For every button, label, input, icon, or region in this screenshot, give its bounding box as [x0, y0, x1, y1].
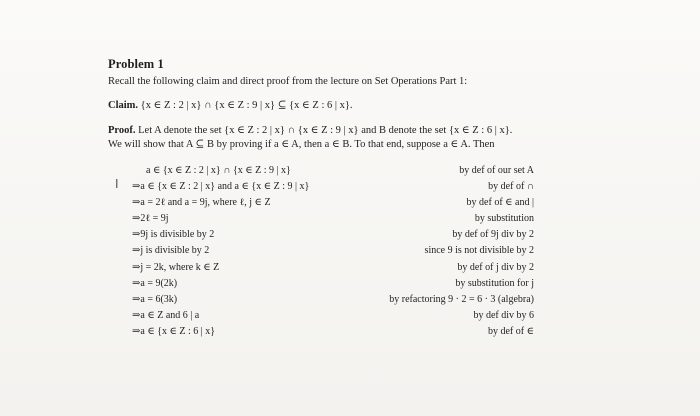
step-justification: by substitution for j	[455, 277, 534, 289]
proof-step	[132, 292, 534, 308]
claim-label: Claim.	[108, 100, 139, 111]
proof-step	[132, 211, 534, 227]
step-expression: ⇒9j is divisible by 2	[132, 229, 215, 241]
step-expression: ⇒a ∈ {x ∈ Z : 2 | x} and a ∈ {x ∈ Z : 9 | x}	[132, 181, 310, 193]
step-justification: by substitution	[474, 213, 534, 225]
proof-step	[132, 308, 534, 324]
proof-step	[132, 243, 534, 259]
proof-step	[132, 179, 534, 195]
proof-step	[132, 276, 534, 292]
step-expression: a ∈ {x ∈ Z : 2 | x} ∩ {x ∈ Z : 9 | x}	[146, 165, 291, 176]
proof-steps	[132, 163, 534, 340]
proof-step	[132, 195, 534, 211]
step-justification: by def of ∈	[487, 325, 534, 337]
step-expression: ⇒j is divisible by 2	[132, 245, 210, 257]
proof-step	[132, 260, 534, 276]
step-justification: by refactoring 9 · 2 = 6 · 3 (algebra)	[389, 293, 534, 305]
step-expression: ⇒a ∈ {x ∈ Z : 6 | x}	[132, 325, 216, 337]
step-expression: ⇒a = 9(2k)	[132, 277, 178, 289]
step-justification: by def of ∩	[488, 181, 534, 193]
step-justification: by def div by 6	[473, 309, 534, 321]
problem-title: Problem 1	[108, 57, 164, 71]
proof-step	[132, 227, 534, 243]
step-expression: ⇒a = 6(3k)	[132, 293, 178, 305]
text-cursor-icon: I	[115, 177, 119, 191]
step-justification: by def of 9j div by 2	[452, 229, 534, 241]
claim-text: {x ∈ Z : 2 | x} ∩ {x ∈ Z : 9 | x} ⊆ {x ∈ Z : 6 | x}.	[140, 100, 353, 111]
step-justification: by def of j div by 2	[457, 261, 534, 273]
step-expression: ⇒j = 2k, where k ∈ Z	[132, 261, 220, 273]
step-expression: ⇒a ∈ Z and 6 | a	[132, 309, 200, 321]
proof-label: Proof.	[108, 125, 136, 136]
proof-step	[132, 324, 534, 340]
intro-text: Recall the following claim and direct proof from the lecture on Set Operations Part 1:	[108, 76, 468, 87]
proof-step	[132, 163, 534, 179]
proof-intro	[108, 124, 568, 152]
step-justification: since 9 is not divisible by 2	[424, 245, 534, 257]
step-justification: by def of our set A	[459, 165, 534, 176]
claim-statement	[108, 99, 353, 111]
step-expression: ⇒a = 2ℓ and a = 9j, where ℓ, j ∈ Z	[132, 197, 271, 209]
step-justification: by def of ∈ and |	[466, 197, 534, 209]
proof-line-2: We will show that A ⊆ B by proving if a ∈ A, then a ∈ B. To that end, suppose a ∈ A. Then	[108, 139, 495, 150]
step-expression: ⇒2ℓ = 9j	[132, 213, 169, 225]
proof-line-1: Let A denote the set {x ∈ Z : 2 | x} ∩ {x ∈ Z : 9 | x} and B denote the set {x ∈ Z : 6 | x}.	[138, 125, 513, 136]
